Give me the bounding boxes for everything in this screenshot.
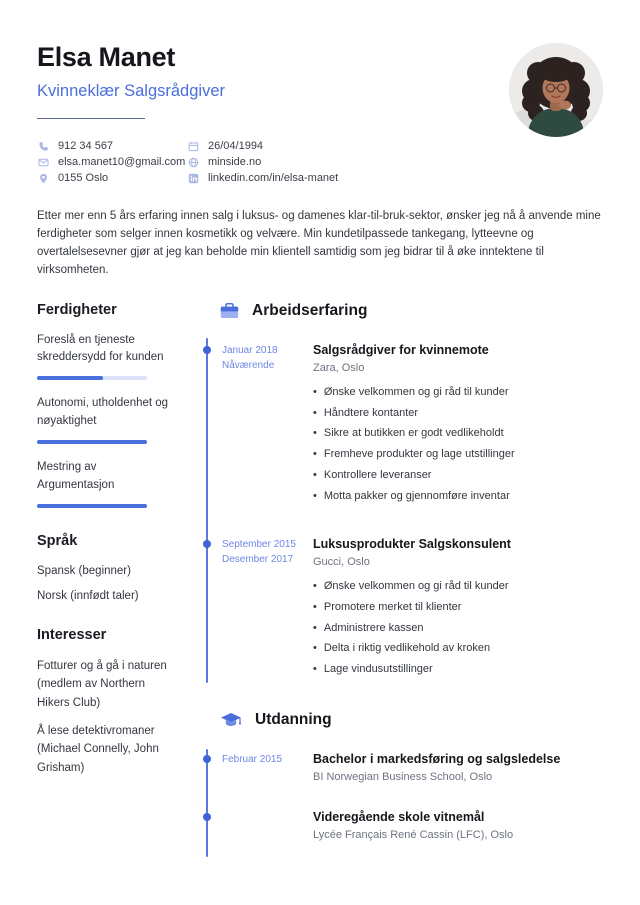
skills-section	[37, 302, 170, 508]
entry-company: Zara, Oslo	[313, 361, 365, 374]
entry-degree: Videregående skole vitnemål	[313, 810, 485, 825]
location-pin-icon	[37, 172, 49, 184]
contact-website-value[interactable]: minside.no	[208, 156, 262, 168]
contact-linkedin-value[interactable]: linkedin.com/in/elsa-manet	[208, 172, 339, 184]
entry-date-end: Desember 2017	[222, 553, 294, 565]
bullet-item	[313, 468, 603, 482]
contact-website	[187, 154, 338, 170]
skill-item	[37, 459, 170, 508]
contact-email	[37, 154, 187, 170]
bullet-item	[313, 447, 603, 461]
person-job-title: Kvinneklær Salgsrådgiver	[37, 82, 226, 100]
interest-item: Å lese detektivromaner (Michael Connelly, John Grisham)	[37, 724, 159, 774]
timeline-dot	[203, 540, 211, 548]
profile-summary: Etter mer enn 5 års erfaring innen salg i luksus- og damenes klar-til-bruk-sektor, ønsker jeg nå å anvende mine ferdigheter som selger innen kosmetikk og velvære. Min kundetilpassede tankegang, lytteevne og overtalelsesevner gjør at jeg kan beholde min klientell samtidig som jeg bidrar til å øke inntektene til virksomheten.	[37, 210, 601, 277]
person-name: Elsa Manet	[37, 42, 176, 72]
entry-bullet-list	[313, 385, 603, 503]
entry-school: BI Norwegian Business School, Oslo	[313, 771, 493, 784]
contact-address	[37, 170, 187, 186]
skill-progress-fill	[37, 504, 147, 508]
entry-bullet-list	[313, 579, 603, 676]
bullet-item	[313, 641, 603, 655]
contact-column-left	[37, 138, 187, 186]
skill-progress-track	[37, 504, 147, 508]
bullet-text: Motta pakker og gjennomføre inventar	[323, 489, 510, 502]
bullet-text: Fremheve produkter og lage utstillinger	[323, 448, 515, 461]
skill-progress-track	[37, 376, 147, 380]
experience-section	[200, 302, 603, 683]
timeline-dot	[203, 755, 211, 763]
bullet-text: Administrere kassen	[323, 621, 424, 634]
bullet-marker: •	[313, 448, 317, 461]
entry-date-start: September 2015	[222, 538, 296, 550]
bullet-text: Ønske velkommen og gi råd til kunder	[323, 579, 509, 592]
entry-content	[313, 342, 603, 510]
bullet-text: Ønske velkommen og gi råd til kunder	[323, 385, 509, 398]
education-section	[200, 711, 603, 842]
education-timeline	[200, 751, 603, 842]
languages-section	[37, 533, 170, 605]
header	[37, 42, 603, 119]
contact-birthdate	[187, 138, 338, 154]
briefcase-icon	[220, 303, 239, 319]
cv-body	[37, 302, 603, 842]
skill-label: Autonomi, utholdenhet og nøyaktighet	[37, 397, 169, 428]
contact-phone	[37, 138, 187, 154]
experience-entry	[222, 342, 603, 510]
education-header	[220, 711, 603, 729]
languages-title: Språk	[37, 532, 78, 549]
entry-role: Salgsrådgiver for kvinnemote	[313, 342, 489, 357]
interests-section	[37, 627, 170, 778]
header-divider	[37, 118, 145, 119]
contact-phone-value: 912 34 567	[58, 140, 114, 152]
email-icon	[37, 156, 49, 168]
contact-linkedin	[187, 170, 338, 186]
experience-title: Arbeidserfaring	[252, 301, 368, 319]
skill-item	[37, 395, 170, 444]
interest-item: Fotturer og å gå i naturen (medlem av Northern Hikers Club)	[37, 659, 167, 710]
bullet-text: Delta i riktig vedlikehold av kroken	[323, 642, 491, 655]
bullet-marker: •	[313, 621, 317, 634]
sidebar	[37, 302, 170, 842]
bullet-text: Håndtere kontanter	[323, 406, 419, 419]
bullet-item	[313, 621, 603, 635]
skills-title: Ferdigheter	[37, 301, 117, 318]
entry-school: Lycée Français René Cassin (LFC), Oslo	[313, 829, 514, 842]
entry-degree: Bachelor i markedsføring og salgsledelse	[313, 751, 561, 766]
bullet-item	[313, 662, 603, 676]
main-content	[200, 302, 603, 842]
bullet-marker: •	[313, 469, 317, 482]
entry-content	[313, 809, 603, 841]
interests-title: Interesser	[37, 626, 107, 643]
graduation-cap-icon	[220, 712, 242, 728]
experience-entry	[222, 536, 603, 683]
contact-address-value: 0155 Oslo	[58, 172, 109, 184]
contact-column-right	[187, 138, 338, 186]
entry-role: Luksusprodukter Salgskonsulent	[313, 536, 511, 551]
education-entry	[222, 751, 603, 783]
bullet-text: Promotere merket til klienter	[323, 600, 462, 613]
skill-item	[37, 332, 170, 381]
entry-date-start: Februar 2015	[222, 753, 283, 765]
profile-photo	[509, 43, 603, 137]
bullet-marker: •	[313, 385, 317, 398]
linkedin-icon	[187, 172, 199, 184]
education-title: Utdanning	[255, 710, 332, 728]
bullet-item	[313, 426, 603, 440]
calendar-icon	[187, 140, 199, 152]
bullet-marker: •	[313, 663, 317, 676]
entry-content	[313, 751, 603, 783]
bullet-marker: •	[313, 427, 317, 440]
bullet-item	[313, 600, 603, 614]
timeline-line	[206, 749, 208, 858]
bullet-item	[313, 406, 603, 420]
entry-dates	[222, 536, 304, 683]
education-entry	[222, 809, 603, 841]
experience-header	[220, 302, 603, 320]
skill-progress-fill	[37, 376, 103, 380]
skill-progress-track	[37, 440, 147, 444]
timeline-dot	[203, 813, 211, 821]
bullet-marker: •	[313, 489, 317, 502]
skill-label: Mestring av Argumentasjon	[37, 460, 115, 491]
contact-email-value[interactable]: elsa.manet10@gmail.com	[58, 156, 186, 168]
skill-progress-fill	[37, 440, 147, 444]
bullet-text: Lage vindusutstillinger	[323, 663, 433, 676]
phone-icon	[37, 140, 49, 152]
timeline-dot	[203, 346, 211, 354]
language-item: Norsk (innfødt taler)	[37, 590, 139, 603]
entry-date-start: Januar 2018	[222, 344, 278, 356]
entry-dates	[222, 751, 304, 783]
bullet-marker: •	[313, 642, 317, 655]
bullet-marker: •	[313, 579, 317, 592]
bullet-marker: •	[313, 600, 317, 613]
contact-info	[37, 138, 603, 186]
entry-dates	[222, 342, 304, 510]
globe-icon	[187, 156, 199, 168]
entry-date-end: Nåværende	[222, 359, 275, 371]
bullet-marker: •	[313, 406, 317, 419]
entry-dates	[222, 809, 304, 841]
experience-timeline	[200, 342, 603, 683]
language-item: Spansk (beginner)	[37, 564, 131, 577]
skill-label: Foreslå en tjeneste skreddersydd for kunden	[37, 333, 164, 364]
bullet-text: Sikre at butikken er godt vedlikeholdt	[323, 427, 504, 440]
contact-birthdate-value: 26/04/1994	[208, 140, 264, 152]
profile-photo-illustration	[509, 43, 603, 137]
timeline-line	[206, 338, 208, 683]
bullet-text: Kontrollere leveranser	[323, 469, 432, 482]
bullet-item	[313, 489, 603, 503]
bullet-item	[313, 385, 603, 399]
bullet-item	[313, 579, 603, 593]
entry-content	[313, 536, 603, 683]
entry-company: Gucci, Oslo	[313, 555, 370, 568]
